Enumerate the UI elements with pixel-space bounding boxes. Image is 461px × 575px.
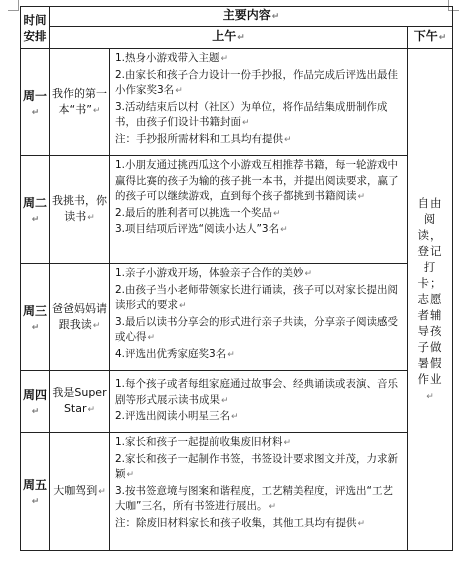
main-content-header-cell [50, 7, 453, 27]
day-label: 周三 [22, 303, 47, 318]
content-item: 注：除废旧材料家长和孩子收集，其他工具均有提供↵ [115, 516, 366, 529]
day-label: 周四 [22, 388, 47, 402]
content-item: 3.最后以读书分享会的形式进行亲子共读，分享亲子阅读感受或心得↵ [115, 315, 399, 343]
return-mark: ↵ [237, 33, 245, 43]
content-cell [110, 156, 408, 264]
return-mark: ↵ [31, 215, 40, 225]
content-item: 2.由家长和孩子合力设计一份手抄报，作品完成后评选出最佳小作家奖3名↵ [115, 68, 399, 96]
corner-mark-top-left [8, 0, 19, 11]
theme-label: 大咖驾到 [53, 484, 98, 497]
am-header: 上午 [212, 29, 237, 43]
content-item: 1.家长和孩子一起提前收集废旧材料↵ [115, 436, 292, 448]
theme-label: 我挑书，你读书 [52, 194, 107, 223]
activity-schedule-table [20, 6, 453, 551]
return-mark: ↵ [426, 391, 435, 402]
theme-cell [50, 433, 110, 551]
content-cell [110, 49, 408, 156]
table-row [21, 156, 453, 264]
content-cell [110, 371, 408, 433]
theme-label: 我作的第一本“书” [52, 86, 107, 116]
content-item: 4.评选出优秀家庭奖3名↵ [115, 347, 235, 360]
day-label: 周五 [22, 478, 47, 492]
time-header: 时间安排 [23, 12, 47, 43]
content-item: 1.每个孩子或者每组家庭通过故事会、经典诵读或表演、音乐剧等形式展示读书成果↵ [115, 378, 399, 406]
return-mark: ↵ [92, 105, 101, 116]
table-row [21, 264, 453, 371]
content-cell [110, 264, 408, 371]
day-label: 周一 [22, 88, 47, 103]
theme-cell [50, 264, 110, 371]
return-mark: ↵ [31, 407, 40, 417]
content-item: 3.活动结束后以村（社区）为单位，将作品结集成册制作成书，由孩子们设计书籍封面↵ [115, 100, 388, 128]
content-item: 2.由孩子当小老师带领家长进行诵读，孩子可以对家长提出阅读形式的要求↵ [115, 283, 399, 311]
table-row [21, 49, 453, 156]
afternoon-activity-text: 自由阅读，登记打卡；志愿者辅导孩子做暑假作业 [417, 195, 443, 386]
return-mark: ↵ [31, 497, 40, 507]
time-header-cell [21, 7, 50, 49]
content-item: 3.项目结项后评选“阅读小达人”3名↵ [115, 223, 288, 235]
theme-cell [50, 49, 110, 156]
content-item: 2.最后的胜利者可以挑选一个奖品↵ [115, 206, 281, 219]
return-mark: ↵ [31, 322, 40, 333]
day-label: 周二 [22, 196, 47, 210]
table-row [21, 433, 453, 551]
return-mark: ↵ [31, 107, 40, 118]
am-header-cell [50, 27, 408, 49]
content-item: 1.热身小游戏带入主题↵ [115, 52, 229, 64]
theme-cell [50, 371, 110, 433]
day-cell [21, 433, 50, 551]
return-mark: ↵ [438, 33, 447, 43]
content-item: 2.评选出阅读小明星三名↵ [115, 410, 239, 423]
table-row [21, 371, 453, 433]
return-mark: ↵ [98, 487, 106, 497]
return-mark: ↵ [87, 213, 95, 223]
content-item: 3.按书签意境与图案和谐程度，工艺精美程度，评选出“工艺大咖”三名，所有书签进行展出。↵ [115, 484, 393, 512]
content-item: 2.家长和孩子一起制作书签，书签设计要求图文并茂，力求新颖↵ [115, 452, 399, 480]
day-cell [21, 49, 50, 156]
theme-label: 爸爸妈妈请跟我读 [52, 301, 107, 331]
day-cell [21, 371, 50, 433]
day-cell [21, 156, 50, 264]
theme-label: 我是Super Star [52, 386, 107, 415]
content-cell [110, 433, 408, 551]
return-mark: ↵ [271, 12, 280, 22]
afternoon-cell [408, 49, 453, 551]
return-mark: ↵ [92, 320, 101, 331]
day-cell [21, 264, 50, 371]
pm-header: 下午 [413, 29, 438, 43]
content-item: 注：手抄报所需材料和工具均有提供↵ [115, 132, 292, 145]
return-mark: ↵ [87, 405, 96, 415]
theme-cell [50, 156, 110, 264]
content-item: 1.亲子小游戏开场，体验亲子合作的美妙↵ [115, 267, 313, 279]
pm-header-cell [408, 27, 453, 49]
content-item: 1.小朋友通过挑西瓜这个小游戏互相推荐书籍，每一轮游戏中赢得比赛的孩子为输的孩子挑一本书，并提出阅读要求，赢了的孩子可以继续游戏，直到每个孩子都挑到书籍阅读↵ [115, 159, 399, 202]
main-content-header: 主要内容 [222, 8, 271, 22]
